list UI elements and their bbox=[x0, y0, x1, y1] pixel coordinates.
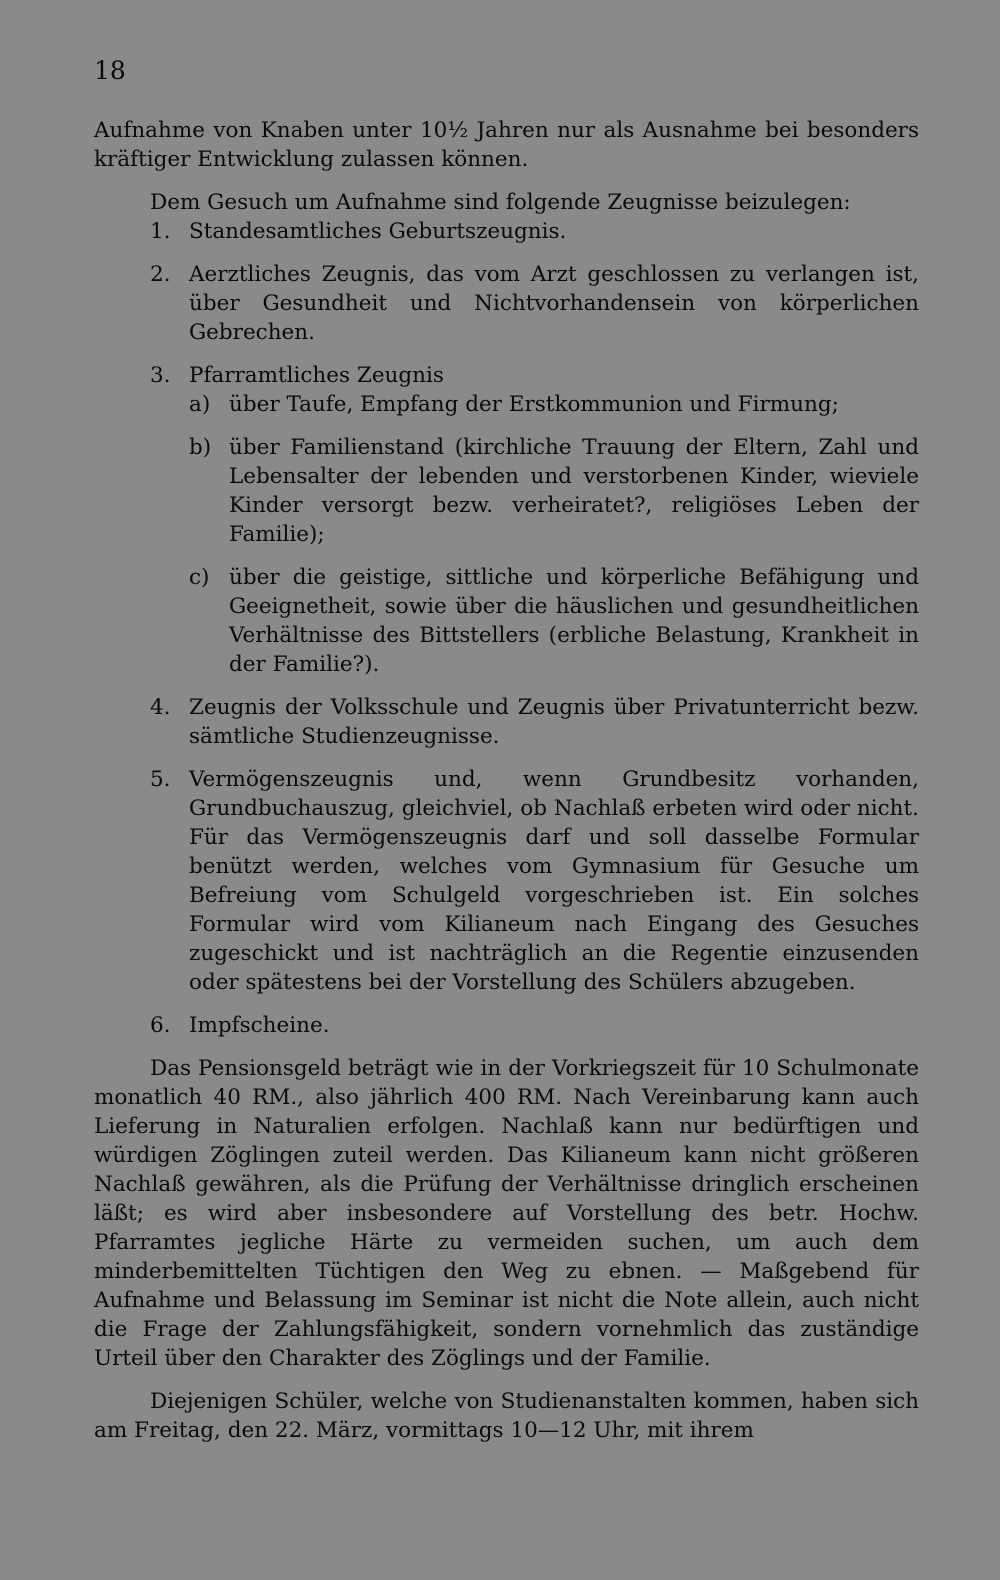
sublist-item-label: b) bbox=[189, 435, 212, 460]
sublist-item-a bbox=[94, 390, 919, 419]
list-item-6 bbox=[94, 1011, 919, 1040]
page-content bbox=[94, 116, 919, 1445]
list-item-number: 2. bbox=[150, 262, 171, 287]
list-item-5 bbox=[94, 765, 919, 997]
list-item-text: Standesamtliches Geburtszeugnis. bbox=[189, 219, 567, 244]
page-number: 18 bbox=[94, 56, 126, 85]
sublist-item-c bbox=[94, 563, 919, 679]
list-item-number: 5. bbox=[150, 767, 171, 792]
list-item-text: Vermögenszeugnis und, wenn Grundbesitz vorhanden, Grundbuchauszug, gleichviel, ob Nachlaß erbeten wird oder nicht. Für das Vermögenszeugnis darf und soll dasselbe Formular benützt werden, welches vom Gymnasium für Gesuche um Befreiung vom Schulgeld vorgeschrieben ist. Ein solches Formular wird vom Kilianeum nach Eingang des Gesuches zugeschickt und ist nachträglich an die Regentie einzusenden oder spätestens bei der Vorstellung des Schülers abzugeben. bbox=[189, 767, 919, 995]
sublist-item-b bbox=[94, 433, 919, 549]
list-item-text: Zeugnis der Volksschule und Zeugnis über Privatunterricht bezw. sämtliche Studienzeugnisse. bbox=[189, 695, 919, 749]
list-item-number: 3. bbox=[150, 363, 171, 388]
list-item-number: 4. bbox=[150, 695, 171, 720]
sublist-item-text: über Taufe, Empfang der Erstkommunion und Firmung; bbox=[229, 392, 839, 417]
intro-paragraph: Aufnahme von Knaben unter 10½ Jahren nur als Ausnahme bei besonders kräftiger Entwicklung zulassen können. bbox=[94, 118, 919, 172]
sublist-item-text: über Familienstand (kirchliche Trauung der Eltern, Zahl und Lebensalter der lebenden und verstorbenen Kinder, wieviele Kinder versorgt bezw. verheiratet?, religiöses Leben der Familie); bbox=[229, 435, 919, 547]
list-item-text: Impfscheine. bbox=[189, 1013, 330, 1038]
documents-heading: Dem Gesuch um Aufnahme sind folgende Zeugnisse beizulegen: bbox=[150, 190, 851, 215]
pension-paragraph: Das Pensionsgeld beträgt wie in der Vorkriegszeit für 10 Schulmonate monatlich 40 RM., also jährlich 400 RM. Nach Vereinbarung kann auch Lieferung in Naturalien erfolgen. Nachlaß kann nur bedürftigen und würdigen Zöglingen zuteil werden. Das Kilianeum kann nicht größeren Nachlaß gewähren, als die Prüfung der Verhältnisse dringlich erscheinen läßt; es wird aber insbesondere auf Vorstellung des betr. Hochw. Pfarramtes jegliche Härte zu vermeiden suchen, um auch dem minderbemittelten Tüchtigen den Weg zu ebnen. — Maßgebend für Aufnahme und Belassung im Seminar ist nicht die Note allein, auch nicht die Frage der Zahlungsfähigkeit, sondern vornehmlich das zuständige Urteil über den Charakter des Zöglings und der Familie. bbox=[94, 1056, 919, 1371]
list-item-3 bbox=[94, 361, 919, 390]
sublist-item-text: über die geistige, sittliche und körperliche Befähigung und Geeignetheit, sowie über die häuslichen und gesundheitlichen Verhältnisse des Bittstellers (erbliche Belastung, Krankheit in der Familie?). bbox=[229, 565, 919, 677]
list-item-4 bbox=[94, 693, 919, 751]
list-item-2 bbox=[94, 260, 919, 347]
list-item-text: Aerztliches Zeugnis, das vom Arzt geschlossen zu verlangen ist, über Gesundheit und Nichtvorhandensein von körperlichen Gebrechen. bbox=[189, 262, 919, 345]
list-item-1 bbox=[94, 217, 919, 246]
list-item-number: 1. bbox=[150, 219, 171, 244]
list-item-number: 6. bbox=[150, 1013, 171, 1038]
sublist-item-label: c) bbox=[189, 565, 210, 590]
list-item-text: Pfarramtliches Zeugnis bbox=[189, 363, 444, 388]
sublist-item-label: a) bbox=[189, 392, 211, 417]
final-paragraph: Diejenigen Schüler, welche von Studienanstalten kommen, haben sich am Freitag, den 22. März, vormittags 10—12 Uhr, mit ihrem bbox=[94, 1389, 919, 1443]
